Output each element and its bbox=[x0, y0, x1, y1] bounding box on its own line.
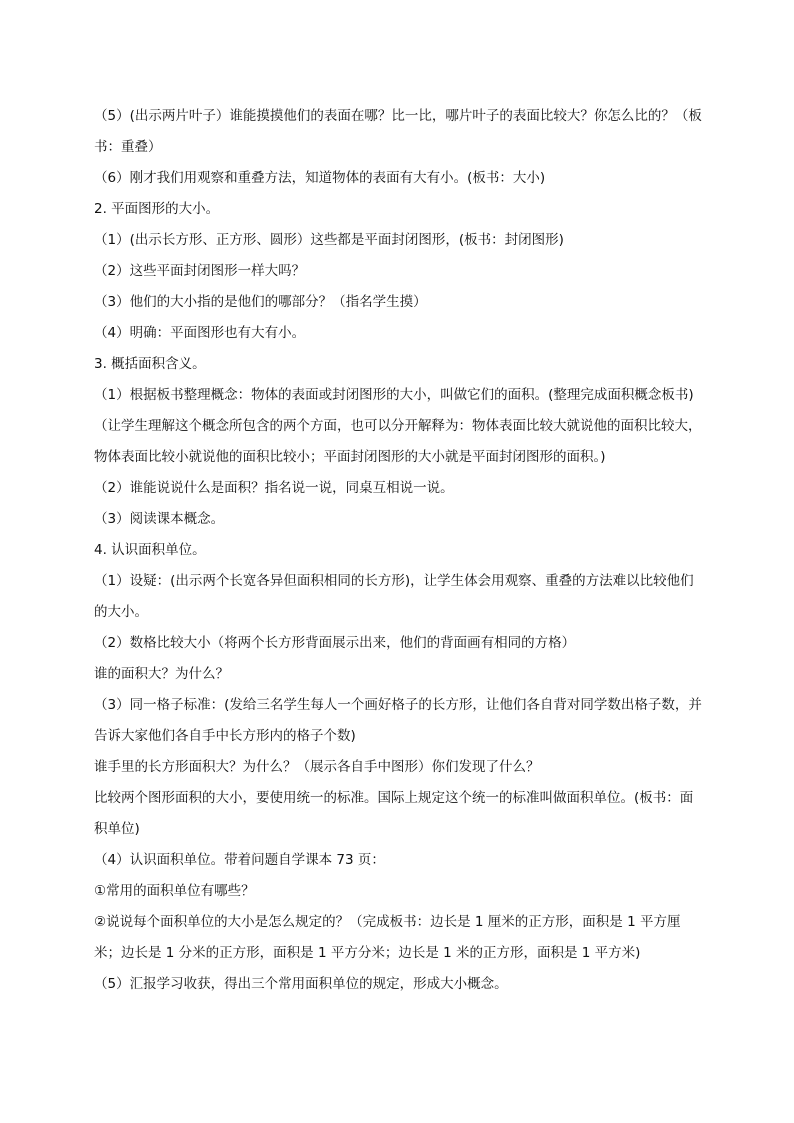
paragraph: （2）这些平面封闭图形一样大吗？ bbox=[94, 263, 306, 279]
paragraph: （5）(出示两片叶子）谁能摸摸他们的表面在哪？比一比，哪片叶子的表面比较大？你怎么比的？（板书：重叠） bbox=[94, 108, 702, 155]
paragraph: （6）刚才我们用观察和重叠方法，知道物体的表面有大有小。(板书：大小) bbox=[94, 170, 546, 186]
paragraph: （5）汇报学习收获，得出三个常用面积单位的规定，形成大小概念。 bbox=[94, 976, 508, 992]
paragraph: （2）谁能说说什么是面积？指名说一说，同桌互相说一说。 bbox=[94, 480, 454, 496]
paragraph: （3）同一格子标准：(发给三名学生每人一个画好格子的长方形，让他们各自背对同学数出格子数，并告诉大家他们各自手中长方形内的格子个数) bbox=[94, 697, 702, 744]
paragraph: （2）数格比较大小（将两个长方形背面展示出来，他们的背面画有相同的方格） bbox=[94, 635, 576, 651]
section-heading: 4. 认识面积单位。 bbox=[94, 542, 206, 558]
list-item: ②说说每个面积单位的大小是怎么规定的？（完成板书：边长是 1 厘米的正方形，面积是 1 平方厘米；边长是 1 分米的正方形，面积是 1 平方分米；边长是 1 米的正方形，面积是 1 平方米) bbox=[94, 914, 681, 961]
paragraph: 谁的面积大？为什么？ bbox=[94, 666, 229, 682]
paragraph: （1）(出示长方形、正方形、圆形）这些都是平面封闭图形，(板书：封闭图形) bbox=[94, 232, 564, 248]
document-body bbox=[94, 101, 704, 1000]
paragraph: （1）根据板书整理概念：物体的表面或封闭图形的大小，叫做它们的面积。(整理完成面积概念板书) bbox=[94, 387, 694, 403]
section-heading: 3. 概括面积含义。 bbox=[94, 356, 206, 372]
paragraph: （3）阅读课本概念。 bbox=[94, 511, 225, 527]
paragraph: （4）明确：平面图形也有大有小。 bbox=[94, 325, 306, 341]
paragraph: （3）他们的大小指的是他们的哪部分？（指名学生摸） bbox=[94, 294, 427, 310]
paragraph: 谁手里的长方形面积大？为什么？（展示各自手中图形）你们发现了什么？ bbox=[94, 759, 540, 775]
paragraph: （让学生理解这个概念所包含的两个方面，也可以分开解释为：物体表面比较大就说他的面积比较大，物体表面比较小就说他的面积比较小；平面封闭图形的大小就是平面封闭图形的面积。) bbox=[94, 418, 702, 465]
paragraph: （4）认识面积单位。带着问题自学课本 73 页： bbox=[94, 852, 385, 868]
section-heading: 2. 平面图形的大小。 bbox=[94, 201, 220, 217]
list-item: ①常用的面积单位有哪些？ bbox=[94, 883, 255, 899]
paragraph: 比较两个图形面积的大小，要使用统一的标准。国际上规定这个统一的标准叫做面积单位。(板书：面积单位) bbox=[94, 790, 694, 837]
paragraph: （1）设疑：(出示两个长宽各异但面积相同的长方形)，让学生体会用观察、重叠的方法难以比较他们的大小。 bbox=[94, 573, 694, 620]
